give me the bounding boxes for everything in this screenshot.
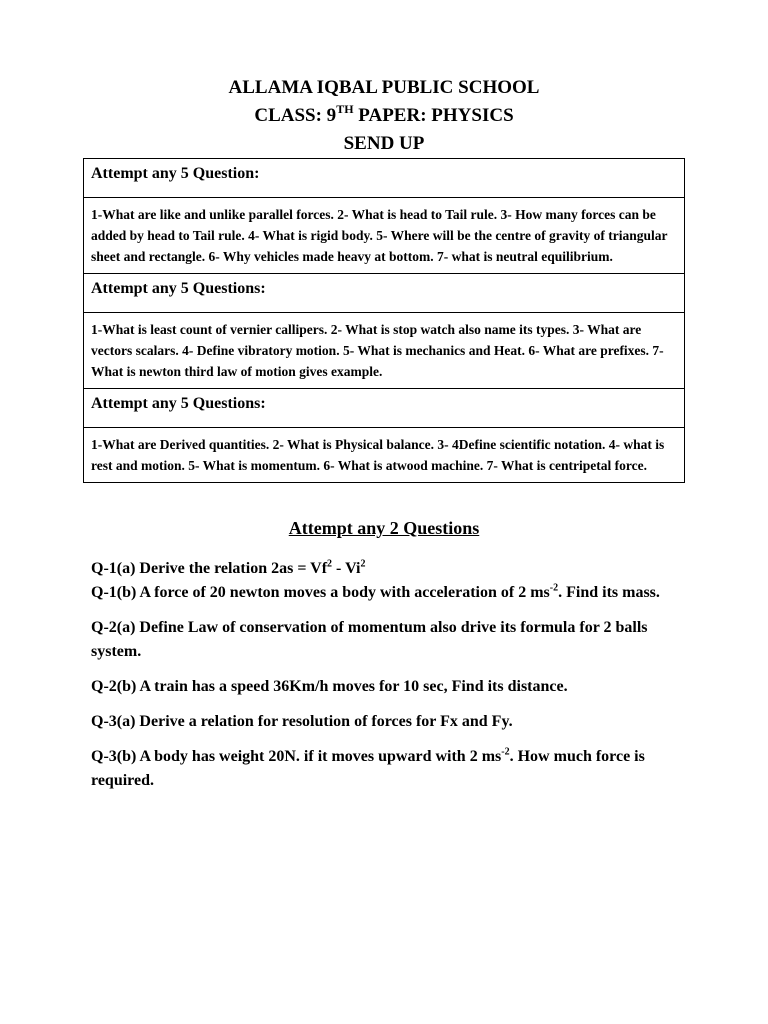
section-3-title: Attempt any 5 Questions: bbox=[84, 389, 685, 428]
school-name: ALLAMA IQBAL PUBLIC SCHOOL bbox=[228, 77, 540, 98]
section-2-title: Attempt any 5 Questions: bbox=[84, 274, 685, 313]
paper-label: PAPER: PHYSICS bbox=[358, 105, 514, 126]
section-1-title: Attempt any 5 Question: bbox=[84, 159, 685, 198]
question-3a: Q-3(a) Derive a relation for resolution of forces for Fx and Fy. bbox=[91, 713, 513, 730]
section-2-title-row bbox=[84, 274, 685, 313]
question-1b: Q-1(b) A force of 20 newton moves a body with acceleration of 2 $ms^{-2}$. Find its mass. bbox=[91, 582, 660, 601]
paper-header bbox=[0, 74, 768, 158]
class-suffix: TH bbox=[336, 101, 354, 116]
section-3-title-row bbox=[84, 389, 685, 428]
class-label: CLASS: 9 bbox=[254, 105, 337, 126]
question-2b: Q-2(b) A train has a speed 36Km/h moves for 10 sec, Find its distance. bbox=[91, 678, 568, 695]
question-2a: Q-2(a) Define Law of conservation of momentum also drive its formula for 2 balls system. bbox=[91, 619, 648, 660]
section-1-title-row bbox=[84, 159, 685, 198]
section-1-questions: 1-What are like and unlike parallel forces. 2- What is head to Tail rule. 3- How many forces can be added by head to Tail rule. 4- What is rigid body. 5- Where will be the centre of gravity of triangular sheet and rectangle. 6- Why vehicles made heavy at bottom. 7- what is neutral equilibrium. bbox=[84, 198, 685, 274]
class-paper-line bbox=[0, 102, 768, 130]
long-questions-heading: Attempt any 2 Questions bbox=[288, 518, 480, 538]
question-3b: Q-3(b) A body has weight 20N. if it moves upward with 2 $ms^{-2}$. How much force is required. bbox=[91, 746, 645, 789]
section-2-body-row bbox=[84, 313, 685, 389]
long-questions bbox=[91, 557, 691, 793]
section-3-questions: 1-What are Derived quantities. 2- What is Physical balance. 3- 4Define scientific notation. 4- what is rest and motion. 5- What is momentum. 6- What is atwood machine. 7- What is centripetal force. bbox=[84, 428, 685, 483]
section-1-body-row bbox=[84, 198, 685, 274]
section-3-body-row bbox=[84, 428, 685, 483]
short-questions-table bbox=[83, 158, 685, 483]
question-1a: Q-1(a) Derive the relation $2as = Vf^2 - Vi^2$ bbox=[91, 558, 366, 577]
exam-name: SEND UP bbox=[343, 133, 425, 154]
section-2-questions: 1-What is least count of vernier callipers. 2- What is stop watch also name its types. 3- What are vectors scalars. 4- Define vibratory motion. 5- What is mechanics and Heat. 6- What are prefixes. 7- What is newton third law of motion gives example. bbox=[84, 313, 685, 389]
